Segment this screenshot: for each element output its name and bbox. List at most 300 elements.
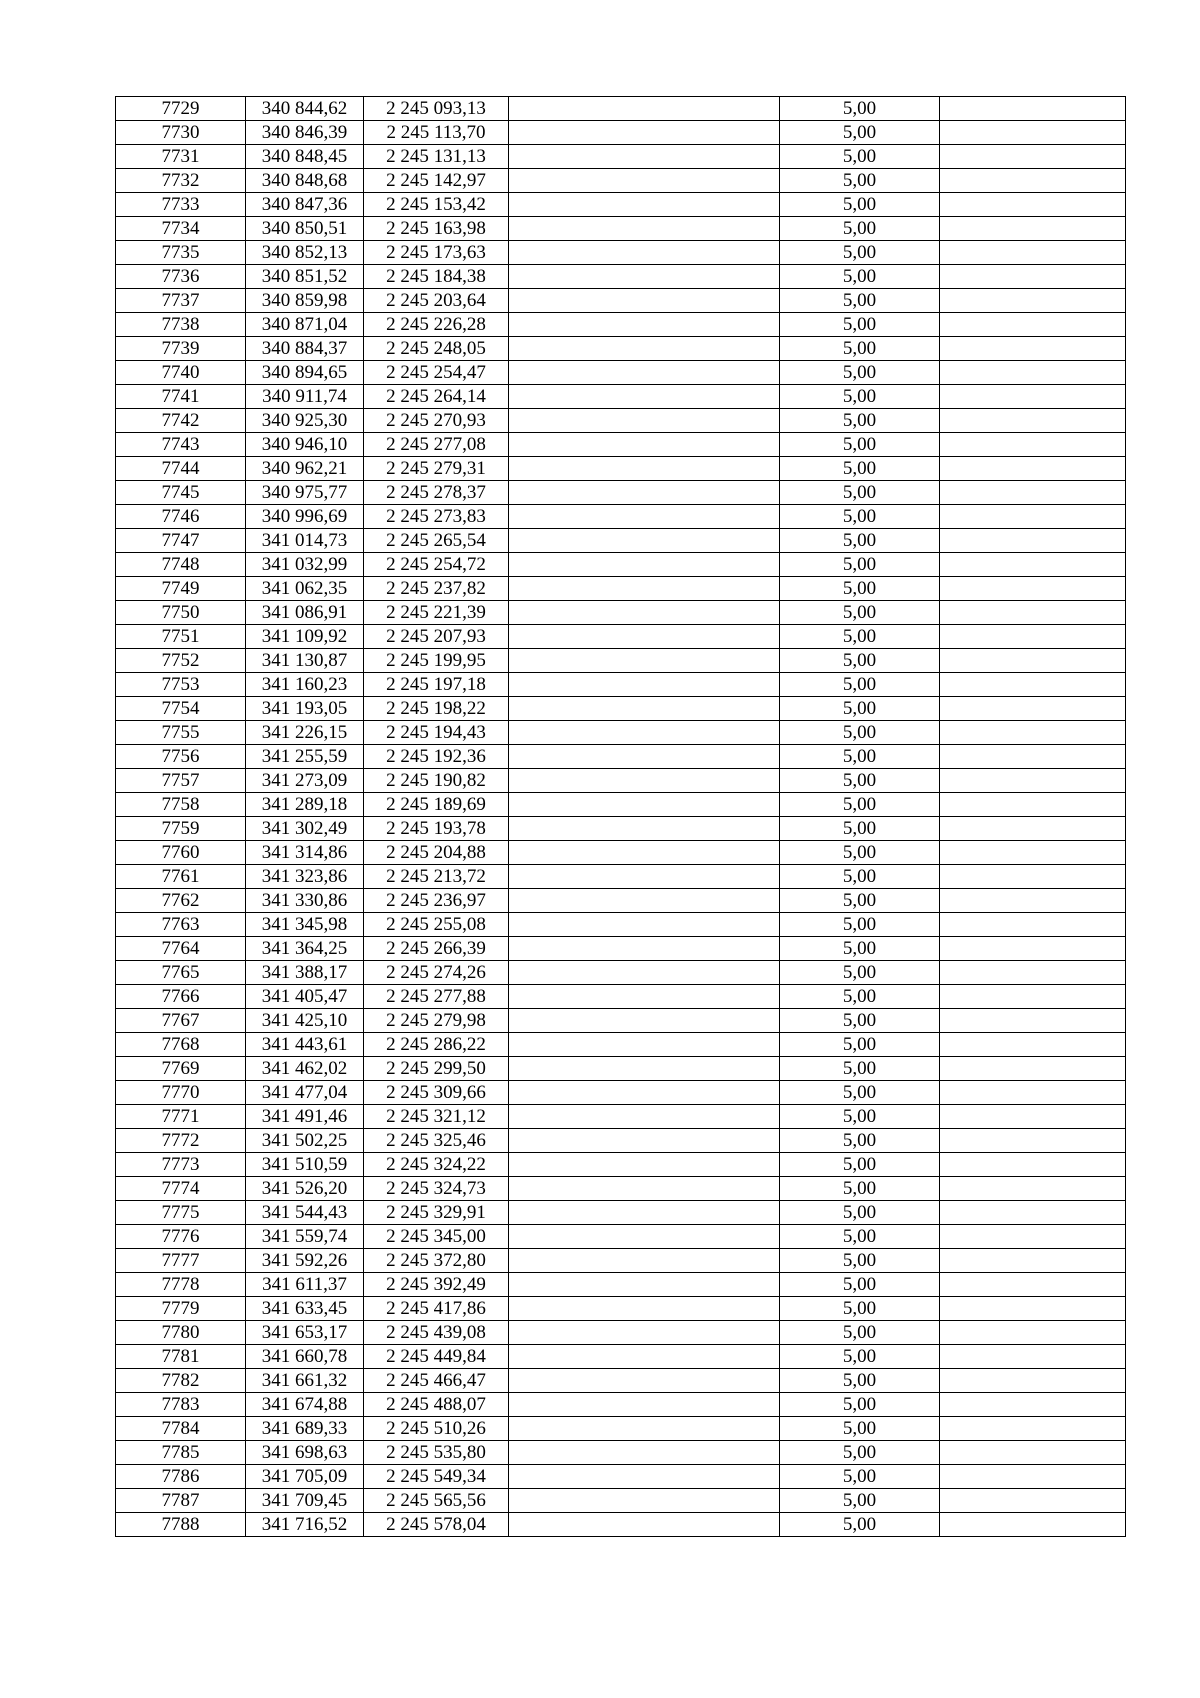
table-row — [116, 1177, 1126, 1201]
empty-cell — [509, 1201, 780, 1225]
table-row — [116, 697, 1126, 721]
empty-cell — [940, 889, 1126, 913]
y-coordinate-cell: 2 245 324,73 — [364, 1177, 509, 1201]
empty-cell — [940, 913, 1126, 937]
point-number-cell: 7783 — [116, 1393, 246, 1417]
x-coordinate-cell: 340 871,04 — [246, 313, 364, 337]
y-coordinate-cell: 2 245 510,26 — [364, 1417, 509, 1441]
empty-cell — [509, 1345, 780, 1369]
value-cell: 5,00 — [780, 577, 940, 601]
empty-cell — [940, 961, 1126, 985]
table-row — [116, 1513, 1126, 1537]
empty-cell — [509, 1273, 780, 1297]
empty-cell — [940, 313, 1126, 337]
x-coordinate-cell: 340 850,51 — [246, 217, 364, 241]
point-number-cell: 7743 — [116, 433, 246, 457]
point-number-cell: 7732 — [116, 169, 246, 193]
empty-cell — [940, 1129, 1126, 1153]
value-cell: 5,00 — [780, 961, 940, 985]
empty-cell — [940, 1513, 1126, 1537]
x-coordinate-cell: 340 852,13 — [246, 241, 364, 265]
empty-cell — [509, 289, 780, 313]
point-number-cell: 7769 — [116, 1057, 246, 1081]
x-coordinate-cell: 341 653,17 — [246, 1321, 364, 1345]
table-row — [116, 577, 1126, 601]
table-row — [116, 1201, 1126, 1225]
y-coordinate-cell: 2 245 194,43 — [364, 721, 509, 745]
empty-cell — [940, 1177, 1126, 1201]
y-coordinate-cell: 2 245 142,97 — [364, 169, 509, 193]
x-coordinate-cell: 341 709,45 — [246, 1489, 364, 1513]
point-number-cell: 7730 — [116, 121, 246, 145]
x-coordinate-cell: 341 032,99 — [246, 553, 364, 577]
x-coordinate-cell: 341 544,43 — [246, 1201, 364, 1225]
value-cell: 5,00 — [780, 697, 940, 721]
y-coordinate-cell: 2 245 279,98 — [364, 1009, 509, 1033]
table-row — [116, 1057, 1126, 1081]
point-number-cell: 7786 — [116, 1465, 246, 1489]
point-number-cell: 7750 — [116, 601, 246, 625]
empty-cell — [940, 1417, 1126, 1441]
empty-cell — [940, 865, 1126, 889]
value-cell: 5,00 — [780, 841, 940, 865]
value-cell: 5,00 — [780, 1177, 940, 1201]
x-coordinate-cell: 341 611,37 — [246, 1273, 364, 1297]
value-cell: 5,00 — [780, 121, 940, 145]
y-coordinate-cell: 2 245 274,26 — [364, 961, 509, 985]
empty-cell — [509, 1321, 780, 1345]
value-cell: 5,00 — [780, 913, 940, 937]
table-row — [116, 1345, 1126, 1369]
y-coordinate-cell: 2 245 093,13 — [364, 97, 509, 121]
y-coordinate-cell: 2 245 265,54 — [364, 529, 509, 553]
y-coordinate-cell: 2 245 321,12 — [364, 1105, 509, 1129]
value-cell: 5,00 — [780, 1225, 940, 1249]
empty-cell — [940, 1201, 1126, 1225]
x-coordinate-cell: 341 592,26 — [246, 1249, 364, 1273]
value-cell: 5,00 — [780, 505, 940, 529]
empty-cell — [940, 1489, 1126, 1513]
point-number-cell: 7757 — [116, 769, 246, 793]
point-number-cell: 7740 — [116, 361, 246, 385]
x-coordinate-cell: 340 844,62 — [246, 97, 364, 121]
empty-cell — [940, 769, 1126, 793]
x-coordinate-cell: 341 491,46 — [246, 1105, 364, 1129]
empty-cell — [940, 1321, 1126, 1345]
value-cell: 5,00 — [780, 553, 940, 577]
y-coordinate-cell: 2 245 266,39 — [364, 937, 509, 961]
empty-cell — [509, 337, 780, 361]
value-cell: 5,00 — [780, 865, 940, 889]
value-cell: 5,00 — [780, 241, 940, 265]
value-cell: 5,00 — [780, 193, 940, 217]
y-coordinate-cell: 2 245 466,47 — [364, 1369, 509, 1393]
empty-cell — [940, 745, 1126, 769]
x-coordinate-cell: 341 014,73 — [246, 529, 364, 553]
empty-cell — [509, 1057, 780, 1081]
empty-cell — [509, 793, 780, 817]
empty-cell — [940, 1297, 1126, 1321]
empty-cell — [940, 1369, 1126, 1393]
y-coordinate-cell: 2 245 277,88 — [364, 985, 509, 1009]
empty-cell — [509, 457, 780, 481]
y-coordinate-cell: 2 245 273,83 — [364, 505, 509, 529]
point-number-cell: 7748 — [116, 553, 246, 577]
point-number-cell: 7753 — [116, 673, 246, 697]
empty-cell — [940, 577, 1126, 601]
table-row — [116, 865, 1126, 889]
table-row — [116, 1225, 1126, 1249]
empty-cell — [940, 841, 1126, 865]
y-coordinate-cell: 2 245 549,34 — [364, 1465, 509, 1489]
table-row — [116, 937, 1126, 961]
value-cell: 5,00 — [780, 433, 940, 457]
x-coordinate-cell: 341 109,92 — [246, 625, 364, 649]
empty-cell — [509, 361, 780, 385]
empty-cell — [509, 577, 780, 601]
x-coordinate-cell: 341 526,20 — [246, 1177, 364, 1201]
empty-cell — [940, 217, 1126, 241]
value-cell: 5,00 — [780, 217, 940, 241]
empty-cell — [940, 793, 1126, 817]
value-cell: 5,00 — [780, 1321, 940, 1345]
table-row — [116, 1033, 1126, 1057]
empty-cell — [940, 289, 1126, 313]
x-coordinate-cell: 340 894,65 — [246, 361, 364, 385]
y-coordinate-cell: 2 245 163,98 — [364, 217, 509, 241]
value-cell: 5,00 — [780, 985, 940, 1009]
table-row — [116, 1297, 1126, 1321]
coordinates-table-body — [116, 97, 1126, 1537]
y-coordinate-cell: 2 245 264,14 — [364, 385, 509, 409]
table-row — [116, 217, 1126, 241]
x-coordinate-cell: 341 302,49 — [246, 817, 364, 841]
x-coordinate-cell: 341 510,59 — [246, 1153, 364, 1177]
table-row — [116, 1489, 1126, 1513]
value-cell: 5,00 — [780, 817, 940, 841]
x-coordinate-cell: 340 847,36 — [246, 193, 364, 217]
y-coordinate-cell: 2 245 345,00 — [364, 1225, 509, 1249]
x-coordinate-cell: 341 226,15 — [246, 721, 364, 745]
y-coordinate-cell: 2 245 203,64 — [364, 289, 509, 313]
value-cell: 5,00 — [780, 673, 940, 697]
table-row — [116, 433, 1126, 457]
y-coordinate-cell: 2 245 286,22 — [364, 1033, 509, 1057]
x-coordinate-cell: 341 086,91 — [246, 601, 364, 625]
value-cell: 5,00 — [780, 289, 940, 313]
point-number-cell: 7742 — [116, 409, 246, 433]
table-row — [116, 1393, 1126, 1417]
empty-cell — [509, 97, 780, 121]
y-coordinate-cell: 2 245 270,93 — [364, 409, 509, 433]
empty-cell — [509, 1417, 780, 1441]
x-coordinate-cell: 341 674,88 — [246, 1393, 364, 1417]
table-row — [116, 769, 1126, 793]
empty-cell — [940, 385, 1126, 409]
empty-cell — [940, 361, 1126, 385]
y-coordinate-cell: 2 245 565,56 — [364, 1489, 509, 1513]
table-row — [116, 1465, 1126, 1489]
empty-cell — [509, 169, 780, 193]
table-row — [116, 889, 1126, 913]
value-cell: 5,00 — [780, 769, 940, 793]
y-coordinate-cell: 2 245 236,97 — [364, 889, 509, 913]
point-number-cell: 7734 — [116, 217, 246, 241]
empty-cell — [940, 625, 1126, 649]
value-cell: 5,00 — [780, 1273, 940, 1297]
empty-cell — [940, 481, 1126, 505]
empty-cell — [509, 937, 780, 961]
x-coordinate-cell: 341 559,74 — [246, 1225, 364, 1249]
value-cell: 5,00 — [780, 937, 940, 961]
point-number-cell: 7760 — [116, 841, 246, 865]
x-coordinate-cell: 341 477,04 — [246, 1081, 364, 1105]
y-coordinate-cell: 2 245 113,70 — [364, 121, 509, 145]
value-cell: 5,00 — [780, 145, 940, 169]
table-row — [116, 505, 1126, 529]
y-coordinate-cell: 2 245 184,38 — [364, 265, 509, 289]
empty-cell — [509, 529, 780, 553]
empty-cell — [940, 721, 1126, 745]
x-coordinate-cell: 341 462,02 — [246, 1057, 364, 1081]
empty-cell — [509, 433, 780, 457]
empty-cell — [509, 1441, 780, 1465]
empty-cell — [509, 385, 780, 409]
table-row — [116, 913, 1126, 937]
empty-cell — [940, 457, 1126, 481]
value-cell: 5,00 — [780, 1057, 940, 1081]
x-coordinate-cell: 341 502,25 — [246, 1129, 364, 1153]
x-coordinate-cell: 340 848,68 — [246, 169, 364, 193]
empty-cell — [509, 889, 780, 913]
table-row — [116, 1369, 1126, 1393]
empty-cell — [940, 1105, 1126, 1129]
table-row — [116, 841, 1126, 865]
point-number-cell: 7741 — [116, 385, 246, 409]
empty-cell — [509, 865, 780, 889]
table-row — [116, 145, 1126, 169]
point-number-cell: 7778 — [116, 1273, 246, 1297]
value-cell: 5,00 — [780, 601, 940, 625]
point-number-cell: 7774 — [116, 1177, 246, 1201]
x-coordinate-cell: 341 425,10 — [246, 1009, 364, 1033]
point-number-cell: 7787 — [116, 1489, 246, 1513]
empty-cell — [509, 313, 780, 337]
y-coordinate-cell: 2 245 325,46 — [364, 1129, 509, 1153]
point-number-cell: 7763 — [116, 913, 246, 937]
empty-cell — [509, 145, 780, 169]
value-cell: 5,00 — [780, 457, 940, 481]
y-coordinate-cell: 2 245 197,18 — [364, 673, 509, 697]
empty-cell — [509, 1249, 780, 1273]
empty-cell — [509, 769, 780, 793]
x-coordinate-cell: 341 661,32 — [246, 1369, 364, 1393]
y-coordinate-cell: 2 245 449,84 — [364, 1345, 509, 1369]
empty-cell — [940, 1033, 1126, 1057]
x-coordinate-cell: 341 388,17 — [246, 961, 364, 985]
table-row — [116, 1441, 1126, 1465]
y-coordinate-cell: 2 245 199,95 — [364, 649, 509, 673]
value-cell: 5,00 — [780, 361, 940, 385]
empty-cell — [509, 553, 780, 577]
x-coordinate-cell: 341 660,78 — [246, 1345, 364, 1369]
point-number-cell: 7776 — [116, 1225, 246, 1249]
empty-cell — [509, 673, 780, 697]
table-row — [116, 457, 1126, 481]
empty-cell — [509, 409, 780, 433]
value-cell: 5,00 — [780, 409, 940, 433]
table-row — [116, 289, 1126, 313]
point-number-cell: 7780 — [116, 1321, 246, 1345]
table-row — [116, 481, 1126, 505]
x-coordinate-cell: 341 364,25 — [246, 937, 364, 961]
empty-cell — [940, 1081, 1126, 1105]
empty-cell — [940, 529, 1126, 553]
table-row — [116, 169, 1126, 193]
table-row — [116, 529, 1126, 553]
x-coordinate-cell: 341 314,86 — [246, 841, 364, 865]
empty-cell — [509, 1369, 780, 1393]
value-cell: 5,00 — [780, 1249, 940, 1273]
table-row — [116, 985, 1126, 1009]
point-number-cell: 7751 — [116, 625, 246, 649]
point-number-cell: 7764 — [116, 937, 246, 961]
empty-cell — [940, 1393, 1126, 1417]
y-coordinate-cell: 2 245 299,50 — [364, 1057, 509, 1081]
point-number-cell: 7758 — [116, 793, 246, 817]
value-cell: 5,00 — [780, 1081, 940, 1105]
table-row — [116, 553, 1126, 577]
value-cell: 5,00 — [780, 265, 940, 289]
value-cell: 5,00 — [780, 1153, 940, 1177]
empty-cell — [940, 409, 1126, 433]
x-coordinate-cell: 340 962,21 — [246, 457, 364, 481]
empty-cell — [940, 193, 1126, 217]
x-coordinate-cell: 340 884,37 — [246, 337, 364, 361]
empty-cell — [940, 121, 1126, 145]
value-cell: 5,00 — [780, 169, 940, 193]
table-row — [116, 601, 1126, 625]
empty-cell — [509, 1465, 780, 1489]
x-coordinate-cell: 341 705,09 — [246, 1465, 364, 1489]
empty-cell — [509, 1129, 780, 1153]
table-row — [116, 337, 1126, 361]
empty-cell — [940, 337, 1126, 361]
value-cell: 5,00 — [780, 481, 940, 505]
empty-cell — [509, 193, 780, 217]
x-coordinate-cell: 340 846,39 — [246, 121, 364, 145]
value-cell: 5,00 — [780, 793, 940, 817]
value-cell: 5,00 — [780, 1345, 940, 1369]
point-number-cell: 7779 — [116, 1297, 246, 1321]
y-coordinate-cell: 2 245 221,39 — [364, 601, 509, 625]
table-row — [116, 649, 1126, 673]
table-row — [116, 793, 1126, 817]
y-coordinate-cell: 2 245 204,88 — [364, 841, 509, 865]
value-cell: 5,00 — [780, 313, 940, 337]
point-number-cell: 7749 — [116, 577, 246, 601]
y-coordinate-cell: 2 245 324,22 — [364, 1153, 509, 1177]
x-coordinate-cell: 341 289,18 — [246, 793, 364, 817]
y-coordinate-cell: 2 245 279,31 — [364, 457, 509, 481]
point-number-cell: 7735 — [116, 241, 246, 265]
empty-cell — [509, 697, 780, 721]
point-number-cell: 7773 — [116, 1153, 246, 1177]
table-row — [116, 385, 1126, 409]
table-row — [116, 625, 1126, 649]
y-coordinate-cell: 2 245 254,72 — [364, 553, 509, 577]
y-coordinate-cell: 2 245 309,66 — [364, 1081, 509, 1105]
x-coordinate-cell: 341 255,59 — [246, 745, 364, 769]
point-number-cell: 7747 — [116, 529, 246, 553]
x-coordinate-cell: 341 716,52 — [246, 1513, 364, 1537]
value-cell: 5,00 — [780, 529, 940, 553]
y-coordinate-cell: 2 245 192,36 — [364, 745, 509, 769]
point-number-cell: 7736 — [116, 265, 246, 289]
table-row — [116, 745, 1126, 769]
x-coordinate-cell: 340 851,52 — [246, 265, 364, 289]
table-row — [116, 241, 1126, 265]
y-coordinate-cell: 2 245 417,86 — [364, 1297, 509, 1321]
point-number-cell: 7784 — [116, 1417, 246, 1441]
value-cell: 5,00 — [780, 385, 940, 409]
point-number-cell: 7775 — [116, 1201, 246, 1225]
point-number-cell: 7739 — [116, 337, 246, 361]
point-number-cell: 7777 — [116, 1249, 246, 1273]
empty-cell — [509, 1105, 780, 1129]
empty-cell — [940, 1249, 1126, 1273]
point-number-cell: 7771 — [116, 1105, 246, 1129]
x-coordinate-cell: 340 996,69 — [246, 505, 364, 529]
point-number-cell: 7733 — [116, 193, 246, 217]
empty-cell — [509, 817, 780, 841]
point-number-cell: 7782 — [116, 1369, 246, 1393]
x-coordinate-cell: 341 689,33 — [246, 1417, 364, 1441]
empty-cell — [509, 121, 780, 145]
empty-cell — [509, 721, 780, 745]
empty-cell — [940, 1465, 1126, 1489]
empty-cell — [940, 1057, 1126, 1081]
point-number-cell: 7731 — [116, 145, 246, 169]
empty-cell — [940, 697, 1126, 721]
value-cell: 5,00 — [780, 745, 940, 769]
point-number-cell: 7772 — [116, 1129, 246, 1153]
value-cell: 5,00 — [780, 1369, 940, 1393]
value-cell: 5,00 — [780, 1129, 940, 1153]
point-number-cell: 7785 — [116, 1441, 246, 1465]
table-row — [116, 1009, 1126, 1033]
empty-cell — [940, 97, 1126, 121]
empty-cell — [509, 1153, 780, 1177]
x-coordinate-cell: 340 925,30 — [246, 409, 364, 433]
value-cell: 5,00 — [780, 1033, 940, 1057]
empty-cell — [509, 1033, 780, 1057]
value-cell: 5,00 — [780, 1489, 940, 1513]
point-number-cell: 7770 — [116, 1081, 246, 1105]
table-row — [116, 673, 1126, 697]
empty-cell — [940, 601, 1126, 625]
empty-cell — [509, 601, 780, 625]
y-coordinate-cell: 2 245 189,69 — [364, 793, 509, 817]
x-coordinate-cell: 340 946,10 — [246, 433, 364, 457]
value-cell: 5,00 — [780, 721, 940, 745]
table-row — [116, 961, 1126, 985]
x-coordinate-cell: 341 698,63 — [246, 1441, 364, 1465]
empty-cell — [940, 433, 1126, 457]
x-coordinate-cell: 341 160,23 — [246, 673, 364, 697]
point-number-cell: 7729 — [116, 97, 246, 121]
empty-cell — [509, 841, 780, 865]
